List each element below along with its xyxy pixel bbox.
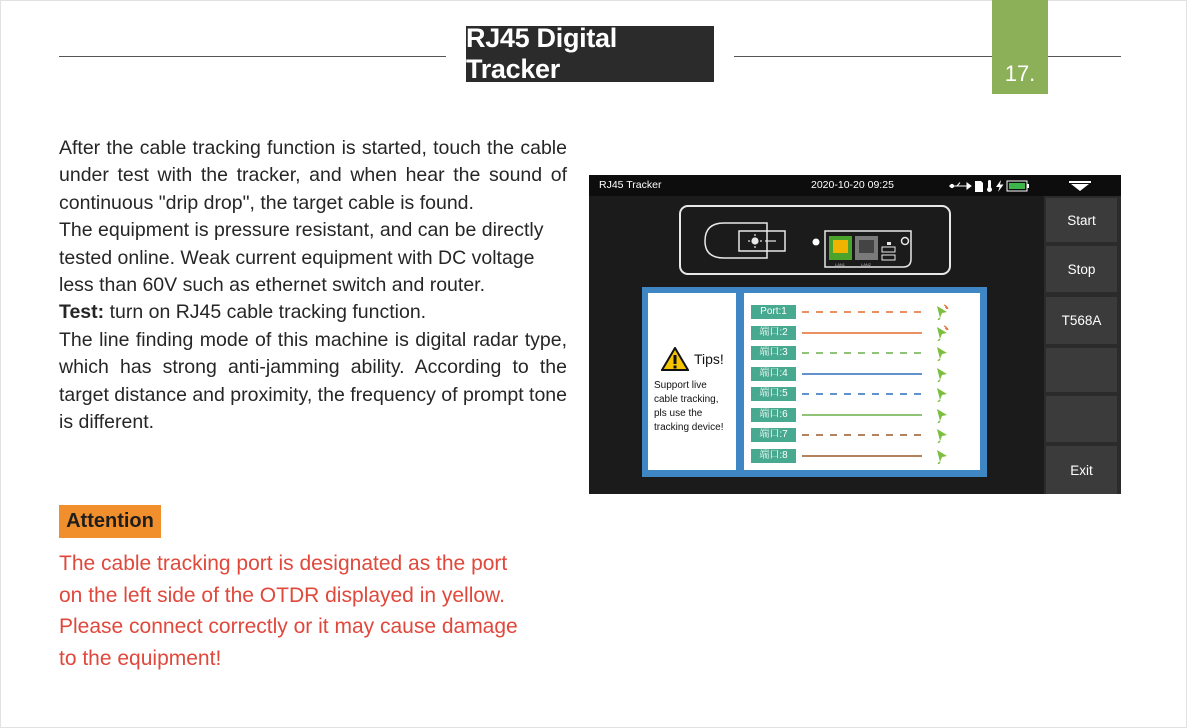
wire-line-1 bbox=[802, 310, 922, 314]
signal-icon bbox=[934, 427, 950, 443]
header-rule-right bbox=[734, 56, 1121, 57]
page-number: 17. bbox=[992, 0, 1048, 94]
signal-icon bbox=[934, 304, 950, 320]
port-label-2[interactable]: 端口:2 bbox=[751, 326, 796, 340]
port-label-3[interactable]: 端口:3 bbox=[751, 346, 796, 360]
status-bar bbox=[589, 175, 1121, 196]
wire-line-4 bbox=[802, 372, 922, 376]
wire-line-7 bbox=[802, 433, 922, 437]
start-button[interactable]: Start bbox=[1046, 198, 1117, 242]
test-text: turn on RJ45 cable tracking function. bbox=[104, 301, 427, 324]
charging-icon bbox=[996, 180, 1004, 192]
signal-icon bbox=[934, 366, 950, 382]
attention-badge: Attention bbox=[59, 505, 161, 538]
paragraph-pressure-resistant: The equipment is pressure resistant, and can be directly tested online. Weak current equipment with DC voltage less than 60V such as ethernet switch and router. bbox=[59, 219, 544, 297]
signal-icon bbox=[934, 386, 950, 402]
port-label-4[interactable]: 端口:4 bbox=[751, 367, 796, 381]
paragraph-test bbox=[59, 299, 567, 326]
blank-button-1[interactable] bbox=[1046, 348, 1117, 392]
paragraph-cable-tracking: After the cable tracking function is started, touch the cable under test with the tracker, and when hear the sound of continuous "drip drop", the target cable is found. bbox=[59, 137, 567, 214]
port-label-1[interactable]: Port:1 bbox=[751, 305, 796, 319]
signal-icon bbox=[934, 407, 950, 423]
tips-title: Tips! bbox=[694, 351, 724, 367]
signal-icon bbox=[934, 448, 950, 464]
blank-button-2[interactable] bbox=[1046, 396, 1117, 442]
port-label-6[interactable]: 端口:6 bbox=[751, 408, 796, 422]
signal-icon bbox=[934, 345, 950, 361]
warning-line: to the equipment! bbox=[59, 646, 222, 670]
warning-line: The cable tracking port is designated as the port bbox=[59, 552, 508, 575]
t568a-button[interactable]: T568A bbox=[1046, 297, 1117, 344]
port-list-panel bbox=[744, 293, 980, 470]
lan1-label: LAN1 bbox=[834, 262, 846, 267]
signal-icon bbox=[934, 325, 950, 341]
wire-line-5 bbox=[802, 392, 922, 396]
tips-line: tracking device! bbox=[654, 422, 724, 433]
port-label-8[interactable]: 端口:8 bbox=[751, 449, 796, 463]
battery-icon bbox=[1007, 181, 1029, 191]
tracker-panel bbox=[642, 287, 987, 477]
warning-line: Please connect correctly or it may cause damage bbox=[59, 615, 518, 639]
stop-button[interactable]: Stop bbox=[1046, 246, 1117, 292]
exit-button[interactable]: Exit bbox=[1046, 446, 1117, 494]
wire-line-8 bbox=[802, 454, 922, 458]
body-text bbox=[59, 135, 567, 436]
wire-line-2 bbox=[802, 331, 922, 335]
header-rule-left bbox=[59, 56, 446, 57]
instrument-diagram bbox=[679, 205, 951, 275]
page-title: RJ45 Digital Tracker bbox=[466, 26, 714, 82]
lan2-label: LAN2 bbox=[860, 262, 872, 267]
device-app-title: RJ45 Tracker bbox=[599, 179, 662, 191]
test-label: Test: bbox=[59, 301, 105, 324]
tips-line: Support live bbox=[654, 380, 707, 391]
usb-icon bbox=[949, 183, 971, 190]
tips-line: pls use the bbox=[654, 408, 703, 419]
thermometer-icon bbox=[987, 180, 992, 192]
status-icons bbox=[949, 180, 1039, 192]
attention-warning-text bbox=[59, 548, 518, 674]
device-screenshot bbox=[589, 175, 1121, 494]
port-label-7[interactable]: 端口:7 bbox=[751, 428, 796, 442]
wire-line-3 bbox=[802, 351, 922, 355]
paragraph-radar-mode: The line finding mode of this machine is digital radar type, which has strong anti-jamming ability. According to the target distance and proximity, the frequency of prompt tone is different. bbox=[59, 328, 567, 434]
tips-panel bbox=[648, 293, 736, 470]
side-button-panel bbox=[1044, 196, 1121, 494]
tips-line: cable tracking, bbox=[654, 394, 719, 405]
port-label-5[interactable]: 端口:5 bbox=[751, 387, 796, 401]
warning-line: on the left side of the OTDR displayed in yellow. bbox=[59, 583, 505, 607]
menu-down-icon[interactable] bbox=[1069, 181, 1091, 191]
device-datetime: 2020-10-20 09:25 bbox=[811, 179, 894, 191]
warning-icon bbox=[661, 347, 689, 371]
tips-body bbox=[654, 379, 738, 435]
wire-line-6 bbox=[802, 413, 922, 417]
sd-card-icon bbox=[975, 181, 983, 192]
